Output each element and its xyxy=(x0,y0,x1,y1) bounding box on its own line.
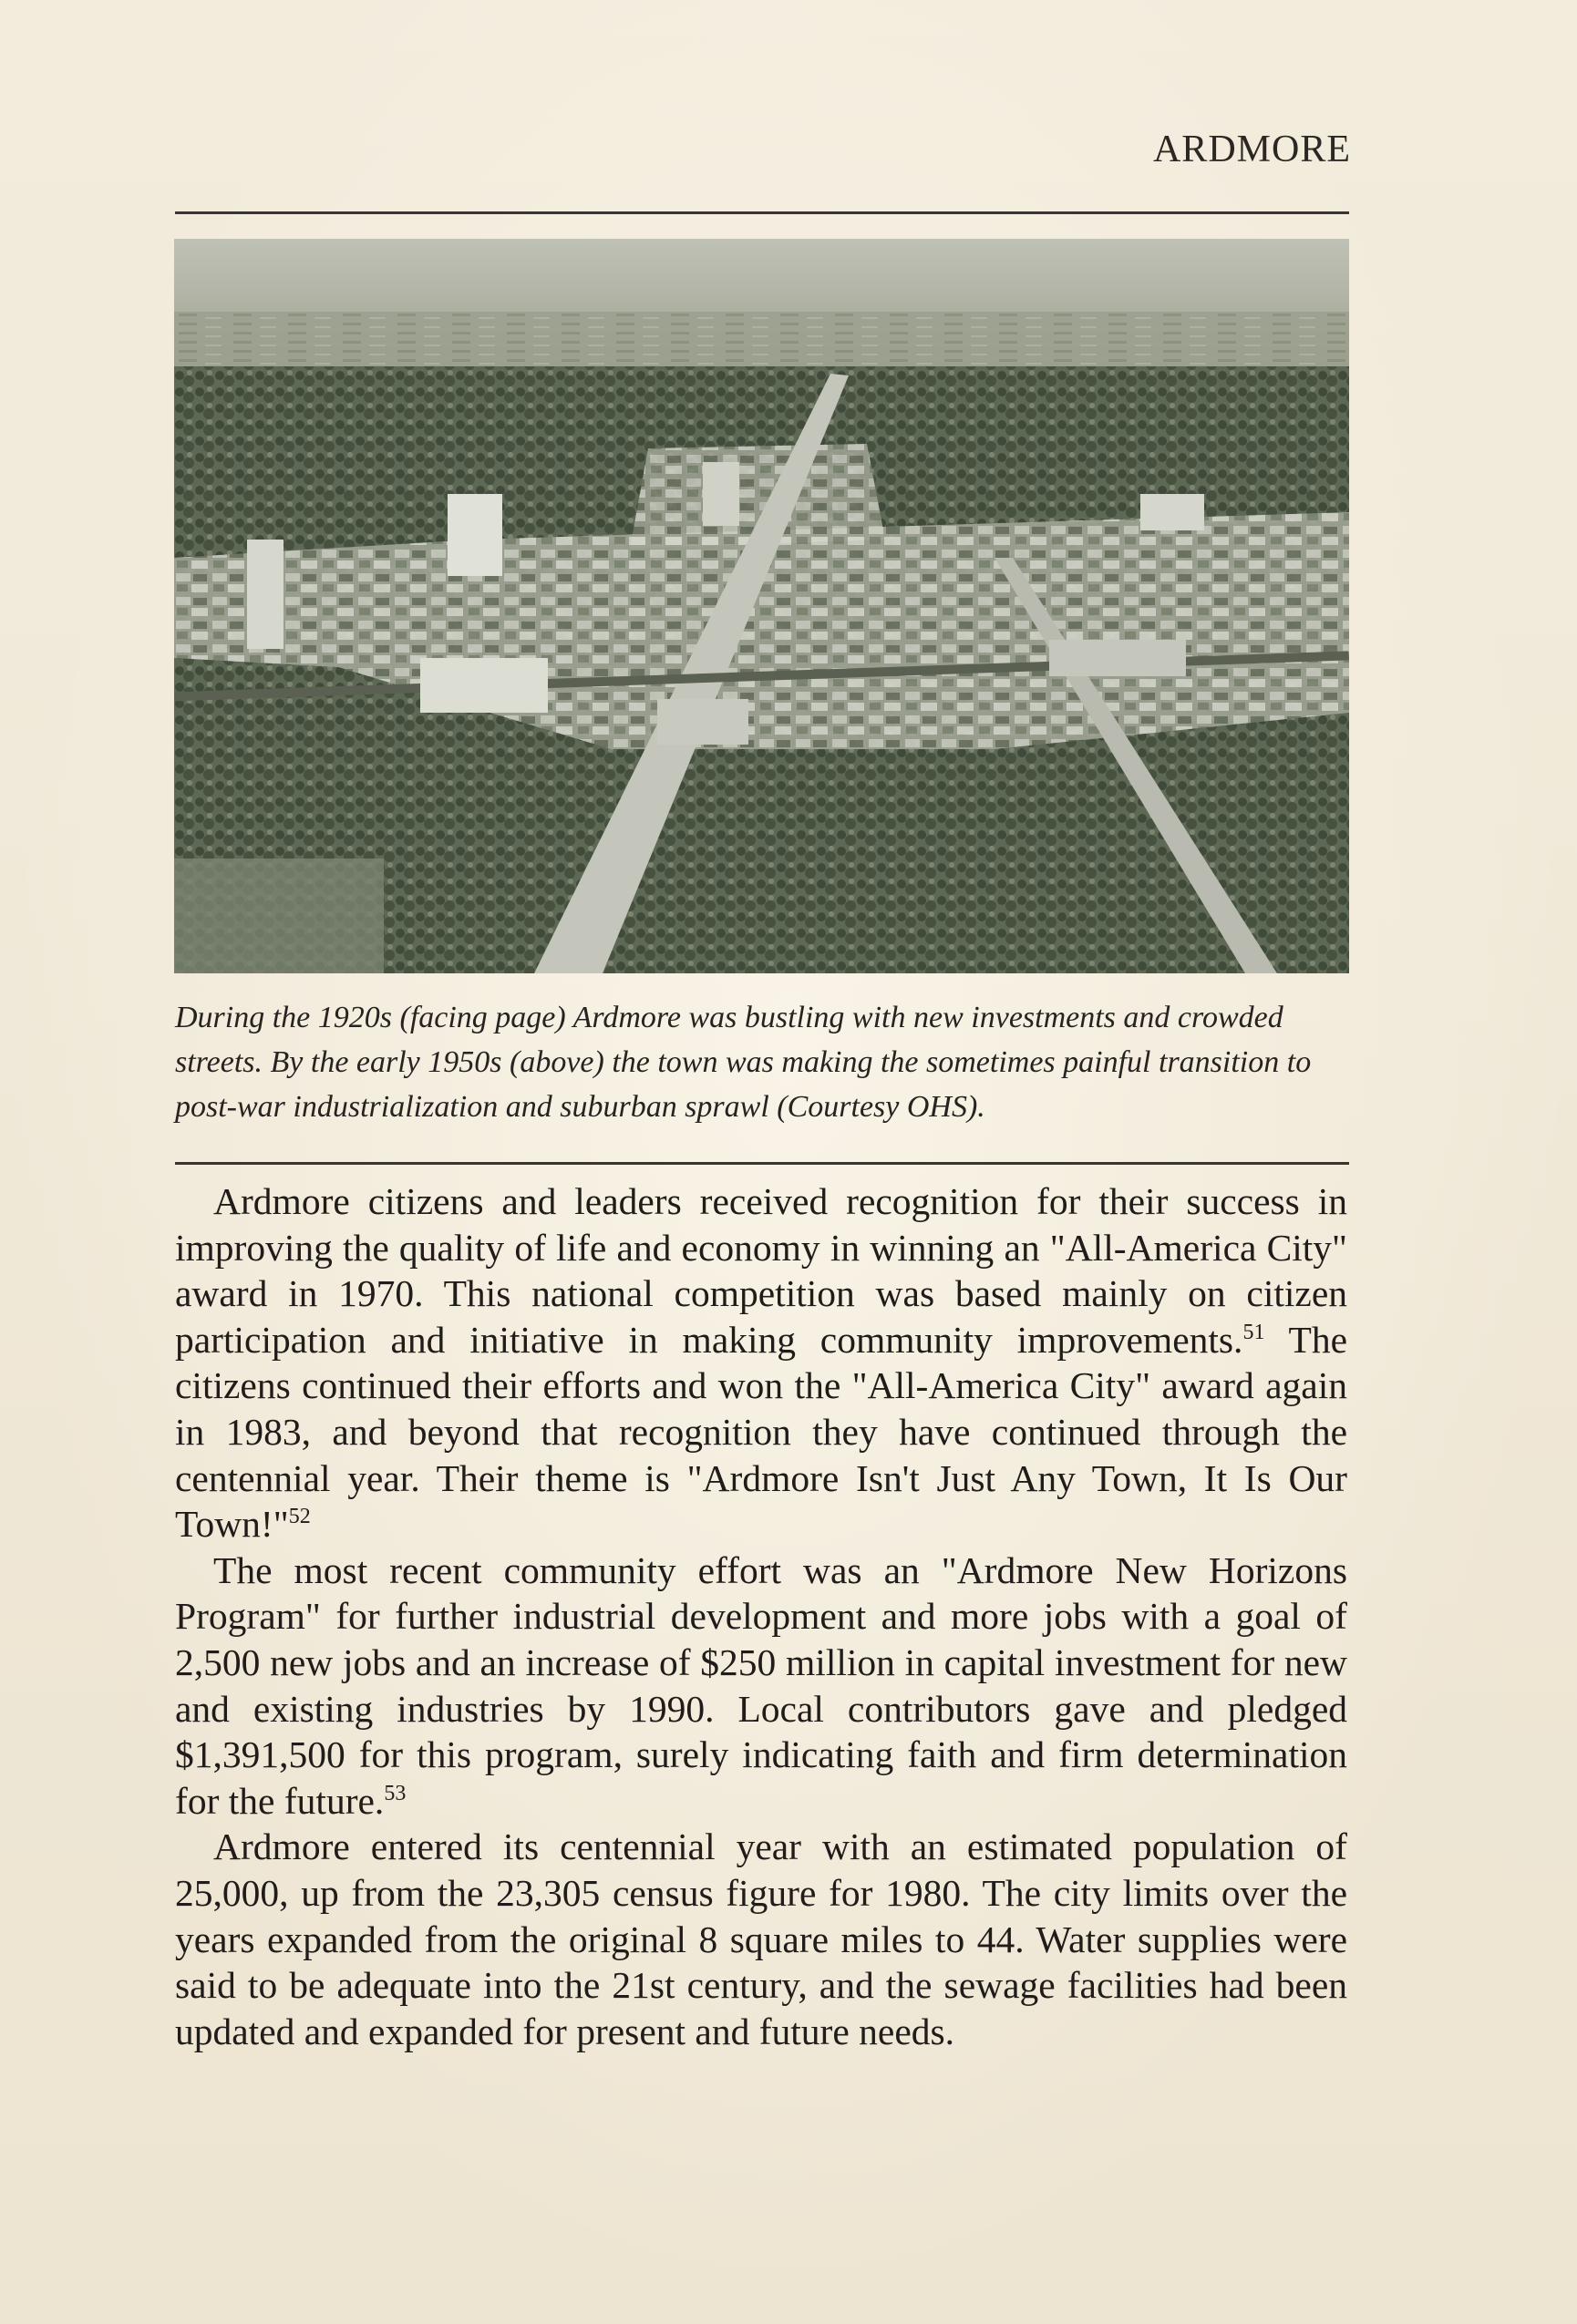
paragraph-3: Ardmore entered its centennial year with an estimated population of 25,000, up from the 23,305 census figure for 1980. The city limits over the years expanded from the original 8 square miles to 44. Water supplies were said to be adequate into the 21st century, and the sewage facilities had been updated and expanded for present and future needs. xyxy=(175,1825,1347,2052)
header-rule xyxy=(175,211,1349,214)
photo-caption: During the 1920s (facing page) Ardmore was bustling with new investments and crowded streets. By the early 1950s (above) the town was making the sometimes painful transition to post-war industrialization and suburban sprawl (Courtesy OHS). xyxy=(175,1001,1312,1124)
paragraph-2-text: The most recent community effort was an "Ardmore New Horizons Program" for further industrial development and more jobs with a goal of 2,500 new jobs and an increase of $250 million in capital investment for new and existing industries by 1990. Local contributors gave and pledged $1,391,500 for this program, surely indicating faith and firm determination for the future. xyxy=(175,1548,1347,1822)
running-head: ARDMORE xyxy=(1152,129,1351,170)
footnote-ref-51: 51 xyxy=(1242,1320,1265,1344)
paragraph-1 xyxy=(175,1178,1347,1548)
footnote-ref-53: 53 xyxy=(384,1781,407,1805)
paragraph-2 xyxy=(175,1548,1347,1825)
aerial-photo-of-ardmore xyxy=(174,239,1349,973)
caption-rule xyxy=(175,1162,1349,1165)
body-text xyxy=(175,1178,1347,2054)
paragraph-1-text-b: The citizens continued their efforts and won the "All-America City" award again in 1983, and beyond that recognition they have continued through the centennial year. Their theme is "Ardmore Isn't Just Any Town, It Is Our Town!" xyxy=(175,1318,1347,1546)
aerial-photo-illustration xyxy=(174,239,1349,973)
paragraph-1-text-a: Ardmore citizens and leaders received recognition for their success in improving the quality of life and economy in winning an "All-America City" award in 1970. This national competition was based mainly on citizen participation and initiative in making community improvements. xyxy=(175,1180,1347,1361)
footnote-ref-52: 52 xyxy=(288,1505,311,1529)
